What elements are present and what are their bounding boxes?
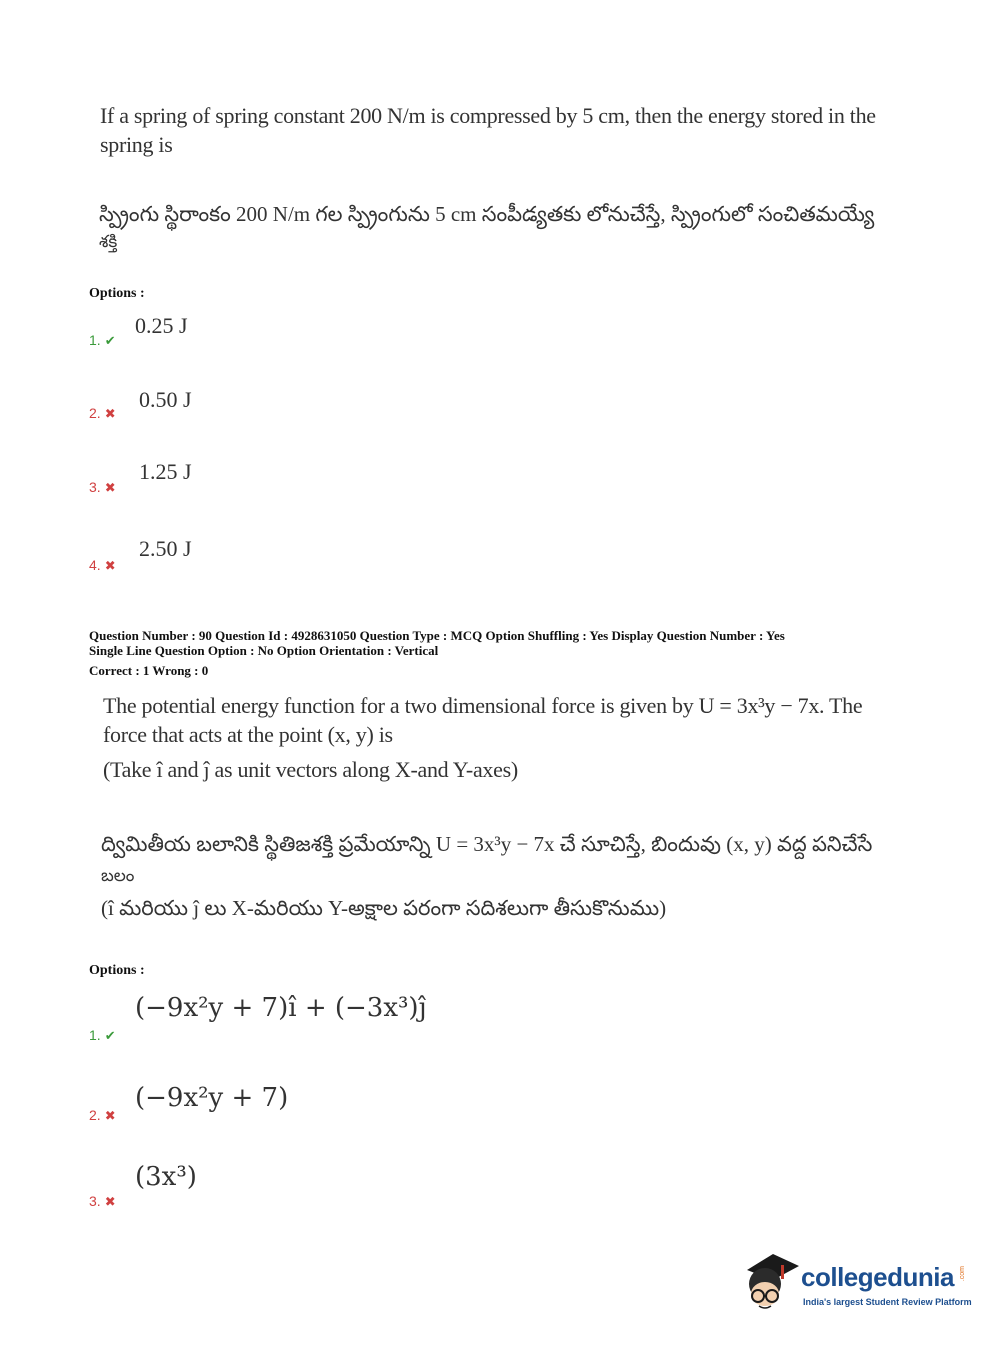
question-2-english — [103, 691, 862, 784]
option-2-text: 0.50 J — [139, 387, 192, 412]
option-1-math: (−9x²y + 7)î + (−3x³)ĵ — [135, 993, 427, 1023]
question-2-english-line1: The potential energy function for a two dimensional force is given by U = 3x³y − 7x. The — [103, 693, 863, 718]
option-3[interactable] — [89, 479, 116, 497]
option-number: 3. — [89, 1193, 101, 1209]
option-number: 1. — [89, 1027, 101, 1043]
option-2[interactable] — [89, 405, 116, 423]
mascot-icon — [741, 1248, 801, 1316]
cross-icon: ✖ — [104, 558, 116, 573]
cross-icon: ✖ — [104, 406, 116, 421]
option-number: 1. — [89, 332, 101, 348]
question-1-english — [100, 101, 876, 159]
cross-icon: ✖ — [104, 1194, 116, 1209]
option-3[interactable] — [89, 1193, 116, 1211]
question-2-english-line2: force that acts at the point (x, y) is — [103, 722, 393, 747]
cross-icon: ✖ — [104, 480, 116, 495]
option-3-text: 1.25 J — [139, 459, 192, 484]
option-3-math: (3x³) — [135, 1162, 197, 1192]
question-1-english-line2: spring is — [100, 132, 173, 157]
question-2-telugu — [101, 827, 872, 925]
question-2-meta — [89, 628, 785, 678]
check-icon: ✔ — [104, 333, 116, 348]
meta-line1: Question Number : 90 Question Id : 4928631050 Question Type : MCQ Option Shuffling : Yes Display Question Number : Yes — [89, 628, 785, 643]
option-1[interactable] — [89, 1027, 116, 1045]
question-2-english-line3: (Take î and ĵ as unit vectors along X-and Y-axes) — [103, 757, 518, 782]
option-1[interactable] — [89, 332, 116, 350]
option-number: 4. — [89, 557, 101, 573]
logo-com: .com — [959, 1266, 966, 1282]
logo-name: collegedunia — [801, 1262, 954, 1292]
meta-line3: Correct : 1 Wrong : 0 — [89, 663, 209, 678]
meta-line2: Single Line Question Option : No Option Orientation : Vertical — [89, 643, 439, 658]
logo-tagline: India's largest Student Review Platform — [803, 1297, 972, 1307]
question-1-telugu — [99, 197, 874, 253]
option-number: 3. — [89, 479, 101, 495]
question-2-telugu-line2: బలం — [101, 866, 135, 885]
collegedunia-logo — [741, 1248, 971, 1320]
question-1-telugu-line2: శక్తి — [99, 232, 118, 251]
options-label: Options : — [89, 286, 145, 301]
option-2-math: (−9x²y + 7) — [135, 1083, 289, 1113]
option-4-text: 2.50 J — [139, 536, 192, 561]
question-2-telugu-line3: (î మరియు ĵ లు X-మరియు Y-అక్షాల పరంగా సదిశలుగా తీసుకొనుము) — [101, 896, 667, 920]
question-1-english-line1: If a spring of spring constant 200 N/m is compressed by 5 cm, then the energy stored in the — [100, 103, 876, 128]
option-4[interactable] — [89, 557, 116, 575]
cross-icon: ✖ — [104, 1108, 116, 1123]
option-1-text: 0.25 J — [135, 313, 188, 338]
option-number: 2. — [89, 1107, 101, 1123]
question-2-telugu-line1: ద్విమితీయ బలానికి స్థితిజశక్తి ప్రమేయాన్ని U = 3x³y − 7x చే సూచిస్తే, బిందువు (x, y) వద్ద పనిచేసే — [101, 832, 873, 856]
question-1-telugu-line1: స్ప్రింగు స్థిరాంకం 200 N/m గల స్ప్రింగును 5 cm సంపీడ్యతకు లోనుచేస్తే, స్ప్రింగులో సంచితమయ్యే — [99, 202, 875, 226]
options-label: Options : — [89, 963, 145, 978]
option-2[interactable] — [89, 1107, 116, 1125]
check-icon: ✔ — [104, 1028, 116, 1043]
option-number: 2. — [89, 405, 101, 421]
